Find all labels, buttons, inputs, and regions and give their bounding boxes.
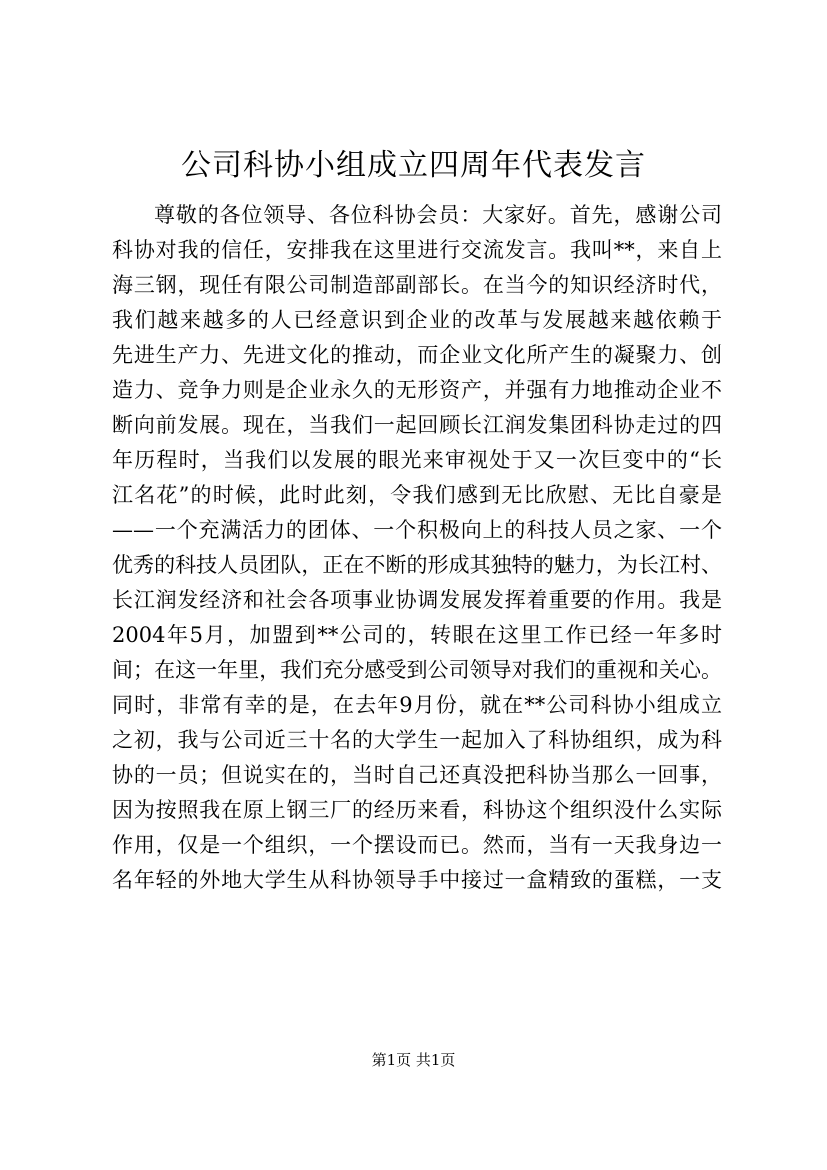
- body-line: 名年轻的外地大学生从科协领导手中接过一盒精致的蛋糕，一支: [112, 868, 722, 892]
- body-line: 科协对我的信任，安排我在这里进行交流发言。我叫**，来自上: [112, 238, 722, 262]
- body-line: 优秀的科技人员团队，正在不断的形成其独特的魅力，为长江村、: [112, 553, 722, 577]
- body-line: ——一个充满活力的团体、一个积极向上的科技人员之家、一个: [112, 518, 722, 542]
- body-line: 长江润发经济和社会各项事业协调发展发挥着重要的作用。我是: [112, 588, 722, 612]
- body-line: 年历程时，当我们以发展的眼光来审视处于又一次巨变中的“长: [112, 448, 722, 472]
- body-line: 2004年5月，加盟到**公司的，转眼在这里工作已经一年多时: [112, 623, 722, 647]
- body-line: 海三钢，现任有限公司制造部副部长。在当今的知识经济时代，: [112, 273, 722, 297]
- body-line: 间；在这一年里，我们充分感受到公司领导对我们的重视和关心。: [112, 658, 722, 682]
- body-line: 协的一员；但说实在的，当时自己还真没把科协当那么一回事，: [112, 763, 722, 787]
- body-line: 先进生产力、先进文化的推动，而企业文化所产生的凝聚力、创: [112, 343, 722, 367]
- page-footer: 第1页 共1页: [371, 1051, 456, 1069]
- body-line: 之初，我与公司近三十名的大学生一起加入了科协组织，成为科: [112, 728, 722, 752]
- body-line: 尊敬的各位领导、各位科协会员：大家好。首先，感谢公司: [154, 203, 722, 227]
- body-line: 我们越来越多的人已经意识到企业的改革与发展越来越依赖于: [112, 308, 722, 332]
- body-line: 作用，仅是一个组织，一个摆设而已。然而，当有一天我身边一: [112, 833, 722, 857]
- document-title: 公司科协小组成立四周年代表发言: [181, 148, 646, 183]
- body-line: 因为按照我在原上钢三厂的经历来看，科协这个组织没什么实际: [112, 798, 722, 822]
- body-line: 断向前发展。现在，当我们一起回顾长江润发集团科协走过的四: [112, 413, 722, 437]
- body-line: 造力、竞争力则是企业永久的无形资产，并强有力地推动企业不: [112, 378, 722, 402]
- body-line: 江名花”的时候，此时此刻，令我们感到无比欣慰、无比自豪是: [112, 483, 722, 507]
- body-line: 同时，非常有幸的是，在去年9月份，就在**公司科协小组成立: [112, 693, 722, 717]
- document-body: [112, 198, 722, 898]
